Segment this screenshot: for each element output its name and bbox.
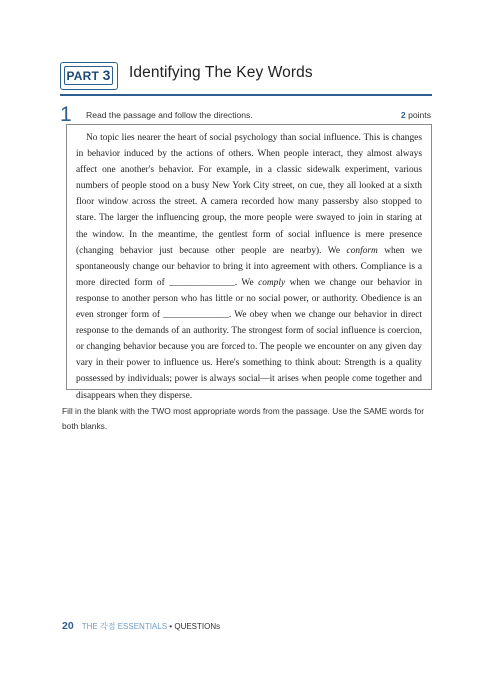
answer-instruction: Fill in the blank with the TWO most appropriate words from the passage. Use the SAME words for both blanks. <box>62 406 424 431</box>
question-direction: Read the passage and follow the directions. <box>86 110 253 120</box>
passage-box <box>66 124 432 401</box>
book-title: ESSENTIALS <box>117 622 168 631</box>
book-prefix: THE <box>81 622 98 631</box>
passage-segment-2: when we spontaneously change our behavior to bring it into agreement with others. Compliance is a more directed form of <box>76 245 422 288</box>
blank-2: ______________ <box>163 310 229 321</box>
footer-section: QUESTIONs <box>174 622 221 631</box>
header-divider <box>60 94 432 96</box>
blank-1: ______________ <box>169 277 235 288</box>
passage-text <box>76 130 422 404</box>
section-title: Identifying The Key Words <box>129 64 313 81</box>
page-number: 20 <box>62 620 74 632</box>
passage-segment-3: . We <box>234 277 254 288</box>
part-label: PART <box>66 69 100 83</box>
passage-segment-1: No topic lies nearer the heart of social psychology than social influence. This is changes in behavior induced by the actions of others. When people interact, they almost always affect one another's behavior. For example, in a classic sidewalk experiment, various numbers of people stood on a busy New York City street, on cue, they all looked at a sixth floor window across the street. A camera recorded how many passersby also stopped to stare. The larger the influencing group, the more people were swayed to join in staring at the window. In the meantime, the gentlest form of social influence is mere presence (changing behavior just because other people are nearby). We <box>76 133 422 256</box>
passage-segment-4: when we change our behavior in response to another person who has little or no social power, or authority. Obedience is an even stronger form of <box>76 277 423 321</box>
footer-separator: • <box>169 622 173 631</box>
book-korean: 각점 <box>100 622 116 631</box>
word-comply: comply <box>258 277 286 288</box>
passage-segment-5: . We obey when we change our behavior in direct response to the demands of an authority. The strongest form of social influence is coercion, or changing behavior because you are forced to. The people we encounter on any given day vary in their power to influence us. Here's something to think about: Strength is a quality possessed by individuals; power is always social—it arises when people come together and disappears when they disperse. <box>76 310 423 401</box>
section-header <box>60 62 432 90</box>
part-badge <box>60 62 118 90</box>
word-conform: conform <box>346 245 378 256</box>
part-number: 3 <box>102 67 111 83</box>
points-unit: points <box>408 110 431 120</box>
question-points <box>401 110 431 120</box>
page-footer <box>62 620 220 632</box>
question-number: 1 <box>60 103 72 126</box>
points-value: 2 <box>400 110 406 120</box>
part-badge-inner <box>64 66 113 85</box>
